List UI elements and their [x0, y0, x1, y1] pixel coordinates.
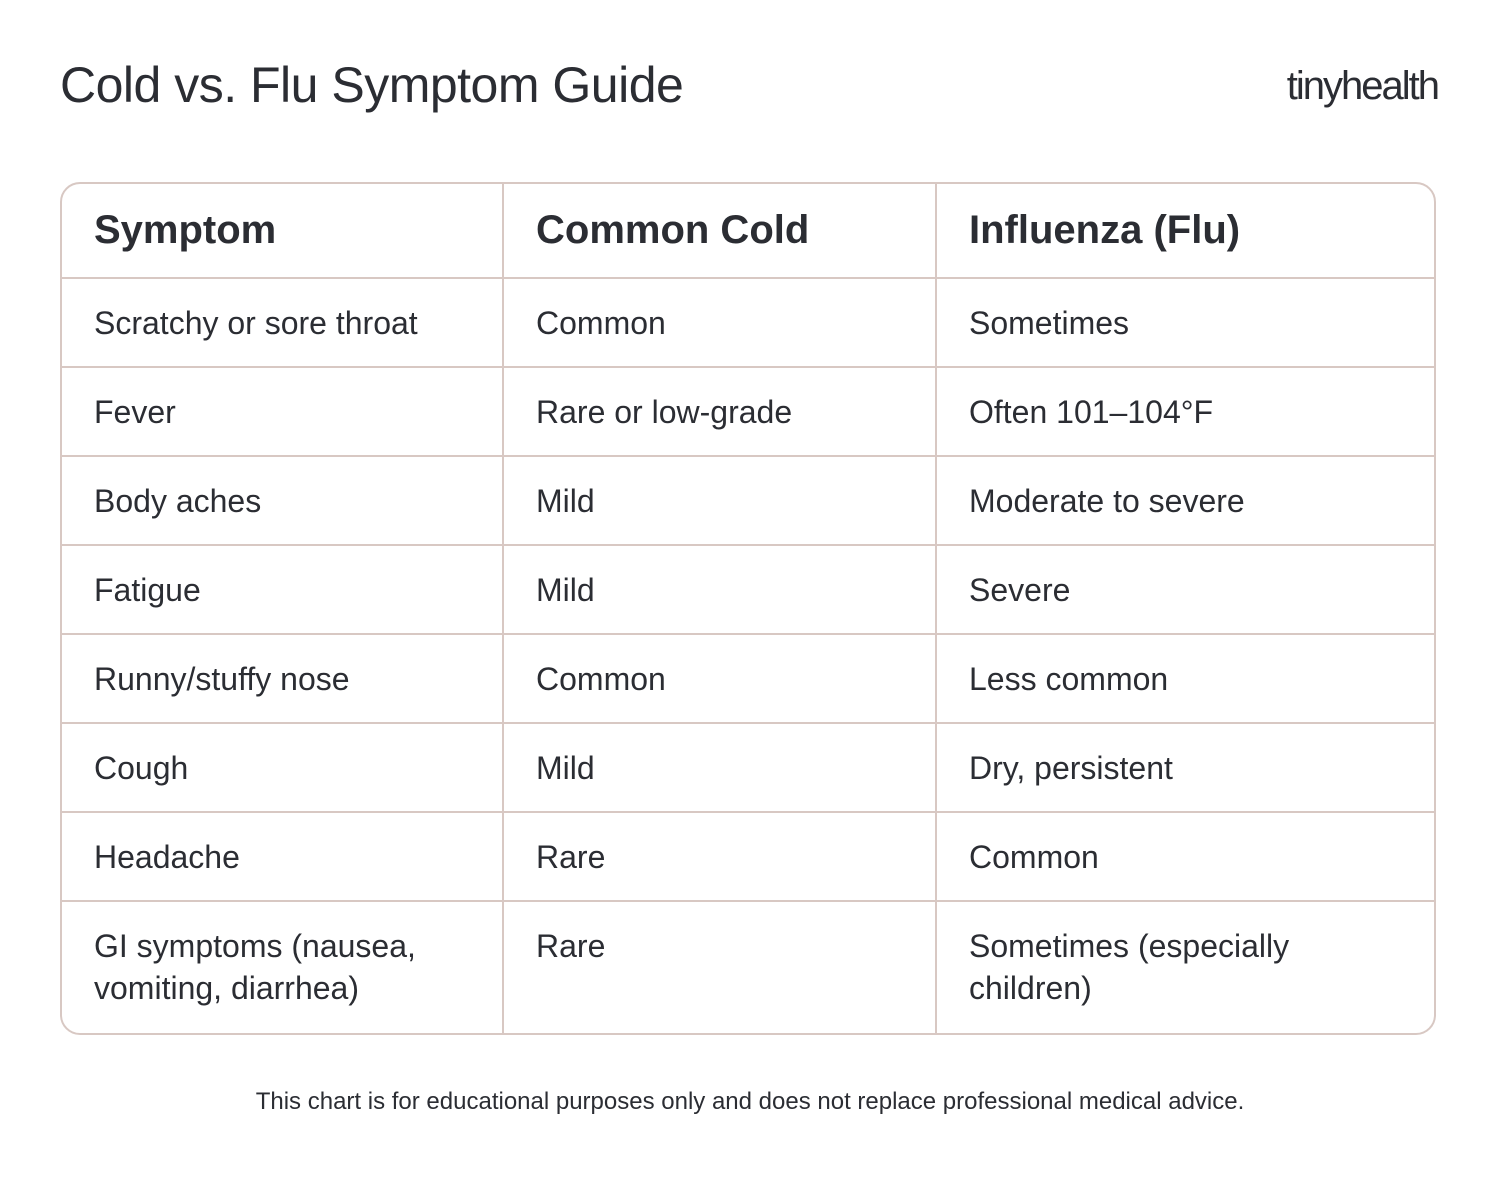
- cold-cell: Rare: [503, 901, 936, 1033]
- cold-cell: Common: [503, 634, 936, 723]
- symptom-cell: Runny/stuffy nose: [62, 634, 503, 723]
- brand-logo: tinyhealth: [1286, 64, 1438, 108]
- flu-cell: Less common: [936, 634, 1434, 723]
- symptom-cell: Fever: [62, 367, 503, 456]
- flu-cell: Moderate to severe: [936, 456, 1434, 545]
- symptom-cell: Fatigue: [62, 545, 503, 634]
- symptom-table: [60, 182, 1436, 1035]
- cold-cell: Mild: [503, 545, 936, 634]
- symptom-cell: Cough: [62, 723, 503, 812]
- symptom-cell: Headache: [62, 812, 503, 901]
- cold-cell: Rare or low-grade: [503, 367, 936, 456]
- table-header-row: [62, 184, 1434, 278]
- symptom-cell: Body aches: [62, 456, 503, 545]
- flu-cell: Severe: [936, 545, 1434, 634]
- column-header-symptom: Symptom: [62, 184, 503, 278]
- table-row: [62, 278, 1434, 367]
- page-title: Cold vs. Flu Symptom Guide: [60, 57, 684, 113]
- table-row: [62, 901, 1434, 1033]
- symptom-cell: GI symptoms (nausea, vomiting, diarrhea): [62, 901, 503, 1033]
- flu-cell: Sometimes: [936, 278, 1434, 367]
- disclaimer-footnote: This chart is for educational purposes only and does not replace professional medical advice.: [255, 1088, 1245, 1115]
- cold-cell: Rare: [503, 812, 936, 901]
- flu-cell: Dry, persistent: [936, 723, 1434, 812]
- table-row: [62, 545, 1434, 634]
- table-row: [62, 634, 1434, 723]
- table-row: [62, 456, 1434, 545]
- table-row: [62, 367, 1434, 456]
- symptom-cell: Scratchy or sore throat: [62, 278, 503, 367]
- column-header-common-cold: Common Cold: [503, 184, 936, 278]
- flu-cell: Often 101–104°F: [936, 367, 1434, 456]
- column-header-influenza: Influenza (Flu): [936, 184, 1434, 278]
- cold-cell: Mild: [503, 456, 936, 545]
- table-row: [62, 812, 1434, 901]
- cold-cell: Common: [503, 278, 936, 367]
- cold-cell: Mild: [503, 723, 936, 812]
- table-row: [62, 723, 1434, 812]
- flu-cell: Sometimes (especially children): [969, 928, 1290, 1006]
- flu-cell: Common: [936, 812, 1434, 901]
